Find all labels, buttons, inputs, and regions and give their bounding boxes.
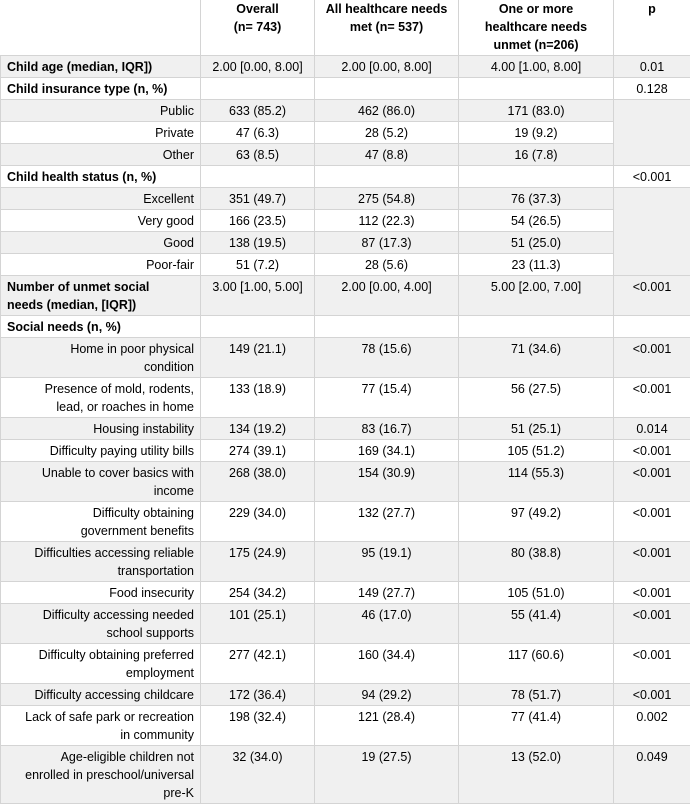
table-row: [1, 462, 690, 502]
met-cell: 112 (22.3): [315, 210, 459, 232]
unmet-cell: 105 (51.0): [459, 582, 614, 604]
row-label: Child health status (n, %): [1, 166, 201, 188]
row-label-line1: Difficulty obtaining: [7, 504, 194, 522]
row-label-line1: Number of unmet social: [7, 278, 194, 296]
overall-cell: [201, 316, 315, 338]
table-row: [1, 502, 690, 542]
row-label: [1, 462, 201, 502]
row-label: Private: [1, 122, 201, 144]
unmet-cell: [459, 78, 614, 100]
unmet-cell: [459, 316, 614, 338]
unmet-cell: 76 (37.3): [459, 188, 614, 210]
table-row: [1, 232, 690, 254]
header-unmet-l3: unmet (n=206): [465, 36, 607, 54]
header-met: [315, 0, 459, 56]
unmet-cell: 13 (52.0): [459, 746, 614, 804]
met-cell: 121 (28.4): [315, 706, 459, 746]
header-corner: [1, 0, 201, 56]
row-label: [1, 338, 201, 378]
p-value-cell: 0.049: [614, 746, 690, 804]
met-cell: 94 (29.2): [315, 684, 459, 706]
row-label: Child age (median, IQR]): [1, 56, 201, 78]
p-value-cell-empty: [614, 188, 690, 276]
table-row: [1, 684, 690, 706]
overall-cell: 175 (24.9): [201, 542, 315, 582]
unmet-cell: 16 (7.8): [459, 144, 614, 166]
overall-cell: 254 (34.2): [201, 582, 315, 604]
unmet-cell: 51 (25.1): [459, 418, 614, 440]
unmet-cell: 171 (83.0): [459, 100, 614, 122]
row-label-line2: in community: [7, 726, 194, 744]
unmet-cell: 77 (41.4): [459, 706, 614, 746]
header-row: [1, 0, 690, 56]
overall-cell: 3.00 [1.00, 5.00]: [201, 276, 315, 316]
table-row: [1, 78, 690, 100]
p-value-cell: <0.001: [614, 542, 690, 582]
row-label-line2: school supports: [7, 624, 194, 642]
unmet-cell: 5.00 [2.00, 7.00]: [459, 276, 614, 316]
met-cell: 2.00 [0.00, 4.00]: [315, 276, 459, 316]
row-label: Social needs (n, %): [1, 316, 201, 338]
table-row: [1, 418, 690, 440]
row-label-line1: Age-eligible children not: [7, 748, 194, 766]
table-row: [1, 378, 690, 418]
p-value-cell: <0.001: [614, 502, 690, 542]
row-label: [1, 706, 201, 746]
header-overall: [201, 0, 315, 56]
overall-cell: 172 (36.4): [201, 684, 315, 706]
unmet-cell: 97 (49.2): [459, 502, 614, 542]
met-cell: 160 (34.4): [315, 644, 459, 684]
p-value-cell-empty: [614, 100, 690, 166]
met-cell: 275 (54.8): [315, 188, 459, 210]
overall-cell: 63 (8.5): [201, 144, 315, 166]
overall-cell: [201, 78, 315, 100]
row-label: Housing instability: [1, 418, 201, 440]
met-cell: 19 (27.5): [315, 746, 459, 804]
header-unmet-l2: healthcare needs: [465, 18, 607, 36]
header-unmet-l1: One or more: [465, 0, 607, 18]
overall-cell: 47 (6.3): [201, 122, 315, 144]
p-value-cell: 0.002: [614, 706, 690, 746]
p-value-cell: <0.001: [614, 440, 690, 462]
row-label-line1: Presence of mold, rodents,: [7, 380, 194, 398]
p-value-cell: <0.001: [614, 338, 690, 378]
table-row: [1, 276, 690, 316]
table-row: [1, 188, 690, 210]
met-cell: 78 (15.6): [315, 338, 459, 378]
row-label-line2: employment: [7, 664, 194, 682]
overall-cell: 134 (19.2): [201, 418, 315, 440]
row-label: [1, 644, 201, 684]
table-row: [1, 338, 690, 378]
p-value-cell: <0.001: [614, 378, 690, 418]
p-value-cell: [614, 316, 690, 338]
row-label-line2: transportation: [7, 562, 194, 580]
row-label: Excellent: [1, 188, 201, 210]
header-overall-l2: (n= 743): [207, 18, 308, 36]
unmet-cell: 55 (41.4): [459, 604, 614, 644]
met-cell: [315, 166, 459, 188]
table-row: [1, 122, 690, 144]
row-label-line1: Difficulty accessing needed: [7, 606, 194, 624]
row-label-line1: Lack of safe park or recreation: [7, 708, 194, 726]
p-value-cell: <0.001: [614, 684, 690, 706]
unmet-cell: 71 (34.6): [459, 338, 614, 378]
unmet-cell: 114 (55.3): [459, 462, 614, 502]
p-value-cell: <0.001: [614, 276, 690, 316]
met-cell: 132 (27.7): [315, 502, 459, 542]
header-met-l1: All healthcare needs: [321, 0, 452, 18]
table-row: [1, 582, 690, 604]
met-cell: 47 (8.8): [315, 144, 459, 166]
row-label: [1, 746, 201, 804]
unmet-cell: 56 (27.5): [459, 378, 614, 418]
overall-cell: 268 (38.0): [201, 462, 315, 502]
row-label: [1, 542, 201, 582]
overall-cell: 149 (21.1): [201, 338, 315, 378]
row-label: Difficulty paying utility bills: [1, 440, 201, 462]
header-overall-l1: Overall: [207, 0, 308, 18]
unmet-cell: 51 (25.0): [459, 232, 614, 254]
overall-cell: 229 (34.0): [201, 502, 315, 542]
row-label-line2: enrolled in preschool/universal: [7, 766, 194, 784]
row-label: Poor-fair: [1, 254, 201, 276]
p-value-cell: <0.001: [614, 166, 690, 188]
row-label: Food insecurity: [1, 582, 201, 604]
row-label-line2: government benefits: [7, 522, 194, 540]
table-row: [1, 746, 690, 804]
overall-cell: 277 (42.1): [201, 644, 315, 684]
p-value-cell: 0.014: [614, 418, 690, 440]
unmet-cell: 117 (60.6): [459, 644, 614, 684]
p-value-cell: <0.001: [614, 644, 690, 684]
met-cell: 46 (17.0): [315, 604, 459, 644]
row-label: Public: [1, 100, 201, 122]
row-label: Good: [1, 232, 201, 254]
met-cell: 28 (5.2): [315, 122, 459, 144]
table-row: [1, 706, 690, 746]
row-label-line1: Home in poor physical: [7, 340, 194, 358]
overall-cell: 138 (19.5): [201, 232, 315, 254]
p-value-cell: <0.001: [614, 604, 690, 644]
row-label: [1, 378, 201, 418]
p-value-cell: <0.001: [614, 582, 690, 604]
row-label: Child insurance type (n, %): [1, 78, 201, 100]
row-label-line1: Difficulties accessing reliable: [7, 544, 194, 562]
unmet-cell: 80 (38.8): [459, 542, 614, 582]
row-label: Very good: [1, 210, 201, 232]
table-row: [1, 100, 690, 122]
table-row: [1, 604, 690, 644]
met-cell: 2.00 [0.00, 8.00]: [315, 56, 459, 78]
table-row: [1, 144, 690, 166]
table-row: [1, 166, 690, 188]
overall-cell: 32 (34.0): [201, 746, 315, 804]
overall-cell: 166 (23.5): [201, 210, 315, 232]
table-row: [1, 440, 690, 462]
header-unmet: [459, 0, 614, 56]
met-cell: 169 (34.1): [315, 440, 459, 462]
met-cell: [315, 316, 459, 338]
met-cell: 462 (86.0): [315, 100, 459, 122]
overall-cell: 51 (7.2): [201, 254, 315, 276]
row-label: Difficulty accessing childcare: [1, 684, 201, 706]
table-row: [1, 542, 690, 582]
row-label-line2: needs (median, [IQR]): [7, 296, 194, 314]
row-label-line1: Unable to cover basics with: [7, 464, 194, 482]
overall-cell: 351 (49.7): [201, 188, 315, 210]
row-label: [1, 502, 201, 542]
row-label-line2: income: [7, 482, 194, 500]
p-value-cell: <0.001: [614, 462, 690, 502]
overall-cell: 2.00 [0.00, 8.00]: [201, 56, 315, 78]
unmet-cell: 4.00 [1.00, 8.00]: [459, 56, 614, 78]
row-label: Other: [1, 144, 201, 166]
unmet-cell: 19 (9.2): [459, 122, 614, 144]
row-label-line3: pre-K: [7, 784, 194, 802]
met-cell: 154 (30.9): [315, 462, 459, 502]
p-value-cell: 0.01: [614, 56, 690, 78]
unmet-cell: [459, 166, 614, 188]
met-cell: 83 (16.7): [315, 418, 459, 440]
met-cell: 95 (19.1): [315, 542, 459, 582]
header-p: [614, 0, 690, 56]
table-row: [1, 254, 690, 276]
row-label-line2: lead, or roaches in home: [7, 398, 194, 416]
met-cell: [315, 78, 459, 100]
met-cell: 77 (15.4): [315, 378, 459, 418]
unmet-cell: 78 (51.7): [459, 684, 614, 706]
row-label: [1, 604, 201, 644]
overall-cell: 274 (39.1): [201, 440, 315, 462]
table-row: [1, 316, 690, 338]
unmet-cell: 54 (26.5): [459, 210, 614, 232]
met-cell: 87 (17.3): [315, 232, 459, 254]
table-row: [1, 210, 690, 232]
table-row: [1, 644, 690, 684]
table-row: [1, 56, 690, 78]
overall-cell: 133 (18.9): [201, 378, 315, 418]
row-label-line2: condition: [7, 358, 194, 376]
overall-cell: 198 (32.4): [201, 706, 315, 746]
p-value-cell: 0.128: [614, 78, 690, 100]
header-met-l2: met (n= 537): [321, 18, 452, 36]
header-p-label: p: [648, 2, 656, 16]
met-cell: 28 (5.6): [315, 254, 459, 276]
unmet-cell: 105 (51.2): [459, 440, 614, 462]
row-label-line1: Difficulty obtaining preferred: [7, 646, 194, 664]
row-label: [1, 276, 201, 316]
overall-cell: 633 (85.2): [201, 100, 315, 122]
overall-cell: [201, 166, 315, 188]
overall-cell: 101 (25.1): [201, 604, 315, 644]
unmet-cell: 23 (11.3): [459, 254, 614, 276]
met-cell: 149 (27.7): [315, 582, 459, 604]
